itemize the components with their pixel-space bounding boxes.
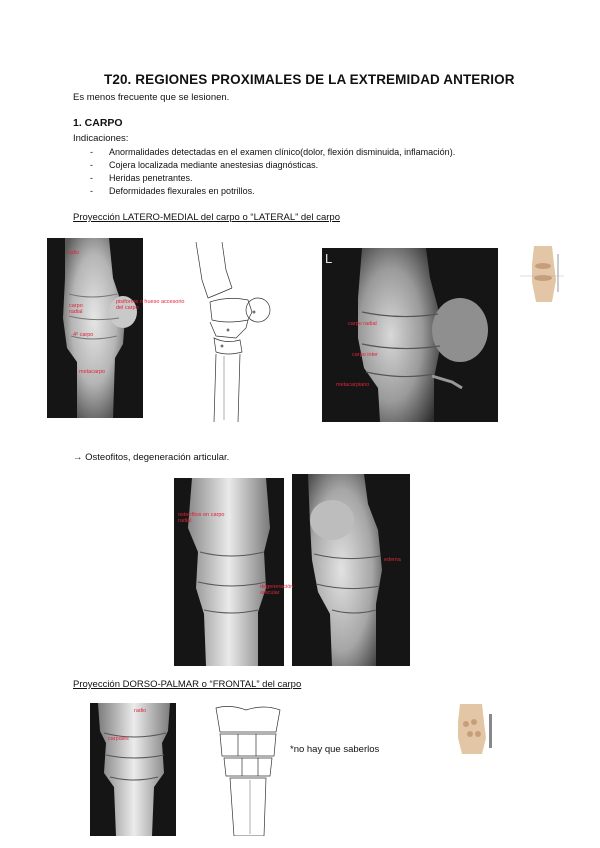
label-dp-radio: radio (134, 708, 147, 714)
list-item: - Cojera localizada mediante anestesias diagnósticas. (90, 160, 319, 170)
carpus-photo-dorsal (452, 704, 494, 754)
indications-label: Indicaciones: (73, 133, 129, 144)
label-accesorio: pisiforme o hueso accesorio del carpo (116, 299, 185, 311)
xray-dorso-palmar (90, 703, 176, 836)
xray-osteofitos-right (292, 474, 410, 666)
osteofitos-note: → Osteofitos, degeneración articular. (73, 452, 230, 463)
intro-text: Es menos frecuente que se lesionen. (73, 92, 230, 103)
label-xray-large-3: metacarpiano (336, 382, 370, 388)
no-saberlos-note: *no hay que saberlos (290, 744, 380, 755)
label-degeneracion: degeneración articular (260, 584, 294, 596)
xray-lateral-large (322, 248, 498, 422)
label-osteofitos: osteofitos en carpo radial (178, 512, 225, 524)
label-xray-large-1: carpo radial (348, 321, 377, 327)
dorso-line-drawing (210, 704, 286, 836)
label-xray-large-2: carpo inter (352, 352, 378, 358)
section-heading-carpo: 1. CARPO (73, 117, 123, 129)
lateral-line-drawing (188, 240, 272, 422)
list-item: - Deformidades flexurales en potrillos. (90, 186, 255, 196)
list-item: - Anormalidades detectadas en el examen clínico(dolor, flexión disminuida, inflamación). (90, 147, 456, 157)
label-carpo4: 4º carpo (73, 332, 94, 338)
label-carpo-radial: carpo radial (69, 303, 83, 315)
list-item: - Heridas penetrantes. (90, 173, 193, 183)
xray-osteofitos-left (174, 478, 284, 666)
xray-orientation-marker: L (325, 251, 333, 266)
indications-list (90, 146, 455, 198)
carpus-photo-lateral (520, 246, 564, 302)
page-title: T20. REGIONES PROXIMALES DE LA EXTREMIDAD ANTERIOR (104, 72, 515, 87)
xray-lateral-labelled (47, 238, 143, 418)
projection-lateral-heading: Proyección LATERO-MEDIAL del carpo o “LATERAL” del carpo (73, 212, 340, 223)
label-radio: radio (67, 250, 80, 256)
label-metacarpo: metacarpo (79, 369, 105, 375)
label-edema: edema (384, 557, 401, 563)
label-dp-carpales: carpales (108, 736, 129, 742)
projection-dorso-heading: Proyección DORSO-PALMAR o “FRONTAL” del carpo (73, 679, 302, 690)
